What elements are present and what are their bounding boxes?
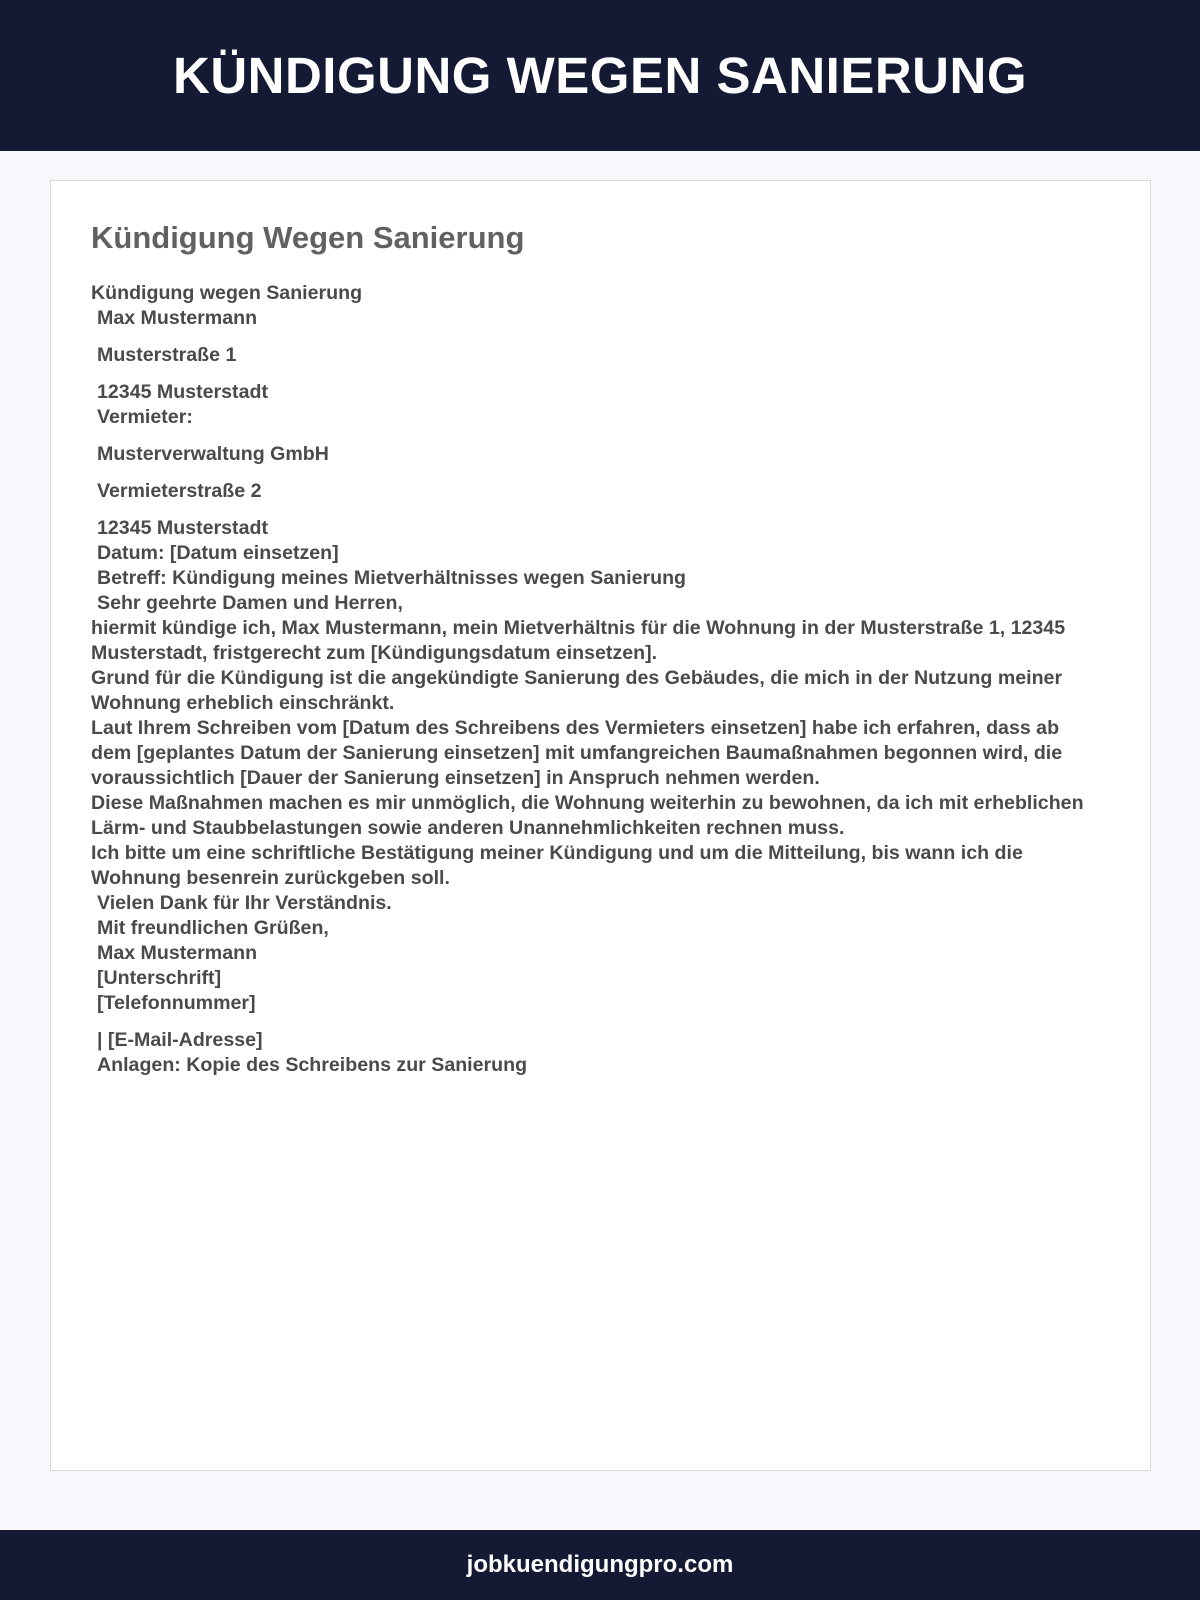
landlord-city: 12345 Musterstadt	[97, 517, 268, 539]
letter-thanks: Vielen Dank für Ihr Verständnis.	[97, 892, 392, 914]
attachments-line: Anlagen: Kopie des Schreibens zur Sanierung	[97, 1054, 528, 1076]
letter-heading: Kündigung wegen Sanierung	[91, 282, 363, 304]
page-footer	[0, 1530, 1200, 1600]
page-banner	[0, 0, 1200, 151]
landlord-name: Musterverwaltung GmbH	[97, 443, 329, 465]
letter-closing: Mit freundlichen Grüßen,	[97, 917, 329, 939]
sender-city: 12345 Musterstadt	[97, 381, 268, 403]
sender-street: Musterstraße 1	[97, 344, 237, 366]
landlord-street: Vermieterstraße 2	[97, 480, 262, 502]
footer-site-link[interactable]: jobkuendigungpro.com	[466, 1551, 734, 1578]
letter-paragraph: Grund für die Kündigung ist die angekündigte Sanierung des Gebäudes, die mich in der Nutzung meiner Wohnung erheblich einschränkt.	[91, 667, 1063, 714]
banner-title: KÜNDIGUNG WEGEN SANIERUNG	[172, 47, 1028, 104]
letter-subject: Betreff: Kündigung meines Mietverhältnisses wegen Sanierung	[97, 567, 687, 589]
signature-name: Max Mustermann	[97, 942, 258, 964]
letter-paragraph: Diese Maßnahmen machen es mir unmöglich, die Wohnung weiterhin zu bewohnen, da ich mit erheblichen Lärm- und Staubbelastungen sowie anderen Unannehmlichkeiten rechnen muss.	[91, 792, 1084, 839]
letter-date: Datum: [Datum einsetzen]	[97, 542, 339, 564]
sender-name: Max Mustermann	[97, 307, 258, 329]
letter-body	[91, 281, 1101, 1078]
landlord-label: Vermieter:	[97, 406, 193, 428]
signature-placeholder: [Unterschrift]	[97, 967, 222, 989]
letter-salutation: Sehr geehrte Damen und Herren,	[97, 592, 403, 614]
phone-placeholder: [Telefonnummer]	[97, 992, 256, 1014]
email-placeholder: | [E-Mail-Adresse]	[97, 1029, 263, 1051]
letter-card	[50, 180, 1151, 1471]
document-title: Kündigung Wegen Sanierung	[91, 220, 525, 255]
letter-paragraph: hiermit kündige ich, Max Mustermann, mein Mietverhältnis für die Wohnung in der Musterstraße 1, 12345 Musterstadt, fristgerecht zum [Kündigungsdatum einsetzen].	[91, 617, 1066, 664]
letter-paragraph: Laut Ihrem Schreiben vom [Datum des Schreibens des Vermieters einsetzen] habe ich erfahren, dass ab dem [geplantes Datum der Sanierung einsetzen] mit umfangreichen Baumaßnahmen begonnen wird, die voraussichtlich [Dauer der Sanierung einsetzen] in Anspruch nehmen werden.	[91, 717, 1063, 789]
letter-paragraph: Ich bitte um eine schriftliche Bestätigung meiner Kündigung und um die Mitteilung, bis wann ich die Wohnung besenrein zurückgeben soll.	[91, 842, 1023, 889]
